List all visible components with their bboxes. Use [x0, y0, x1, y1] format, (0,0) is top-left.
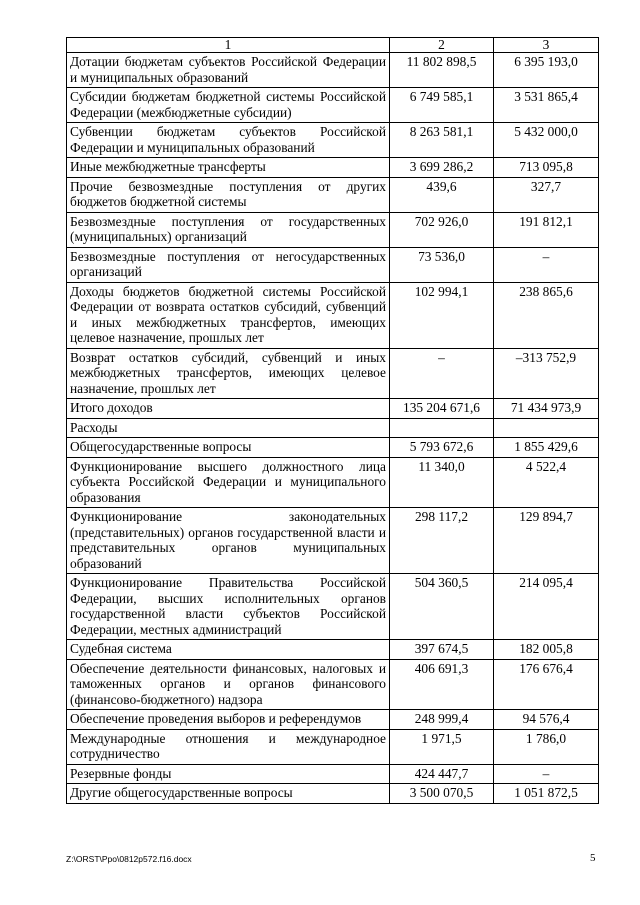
row-value-col3: 176 676,4: [494, 659, 599, 710]
row-value-col3: 4 522,4: [494, 457, 599, 508]
row-value-col2: 6 749 585,1: [390, 88, 494, 123]
row-label: Общегосударственные вопросы: [67, 438, 390, 458]
row-label: Резервные фонды: [67, 764, 390, 784]
table-row: [67, 729, 599, 764]
row-value-col2: 8 263 581,1: [390, 123, 494, 158]
row-label: Возврат остатков субсидий, субвенций и иных межбюджетных трансфертов, имеющих целевое назначение, прошлых лет: [67, 348, 390, 399]
row-value-col2: 11 802 898,5: [390, 53, 494, 88]
row-value-col2: 248 999,4: [390, 710, 494, 730]
row-value-col3: 238 865,6: [494, 282, 599, 348]
table-row: [67, 784, 599, 804]
row-value-col3: 129 894,7: [494, 508, 599, 574]
row-label: Функционирование Правительства Российской Федерации, высших исполнительных органов государственной власти субъектов Российской Федерации, местных администраций: [67, 574, 390, 640]
row-value-col3: 94 576,4: [494, 710, 599, 730]
row-label: Итого доходов: [67, 399, 390, 419]
row-value-col2: 73 536,0: [390, 247, 494, 282]
table-row-section: [67, 418, 599, 438]
row-label: Обеспечение проведения выборов и референдумов: [67, 710, 390, 730]
row-value-col3: –: [494, 764, 599, 784]
table-row: [67, 212, 599, 247]
table-row: [67, 508, 599, 574]
row-value-col3: 182 005,8: [494, 640, 599, 660]
header-cell-3: 3: [494, 38, 599, 53]
table-row: [67, 710, 599, 730]
row-label: Международные отношения и международное сотрудничество: [67, 729, 390, 764]
table-row: [67, 88, 599, 123]
table-row: [67, 640, 599, 660]
row-label: Обеспечение деятельности финансовых, налоговых и таможенных органов и органов финансового (финансово-бюджетного) надзора: [67, 659, 390, 710]
table-row: [67, 158, 599, 178]
footer-file-path: Z:\ORST\Ppo\0812p572.f16.docx: [66, 854, 192, 864]
row-value-col2: 5 793 672,6: [390, 438, 494, 458]
row-value-col2: 397 674,5: [390, 640, 494, 660]
row-value-col3: 327,7: [494, 177, 599, 212]
row-value-col3: 713 095,8: [494, 158, 599, 178]
row-value-col2: 3 699 286,2: [390, 158, 494, 178]
table-row: [67, 53, 599, 88]
row-value-col2: 406 691,3: [390, 659, 494, 710]
row-label: Прочие безвозмездные поступления от других бюджетов бюджетной системы: [67, 177, 390, 212]
row-value-col3: 1 855 429,6: [494, 438, 599, 458]
row-value-col2: 702 926,0: [390, 212, 494, 247]
row-label: Иные межбюджетные трансферты: [67, 158, 390, 178]
table-row: [67, 659, 599, 710]
row-label: Судебная система: [67, 640, 390, 660]
row-value-col3: 1 051 872,5: [494, 784, 599, 804]
row-value-col2: –: [390, 348, 494, 399]
table-row: [67, 438, 599, 458]
row-value-col2: 504 360,5: [390, 574, 494, 640]
table-row: [67, 574, 599, 640]
row-value-col2: [390, 418, 494, 438]
row-value-col3: 71 434 973,9: [494, 399, 599, 419]
row-value-col3: 3 531 865,4: [494, 88, 599, 123]
budget-table: [66, 37, 599, 804]
row-value-col3: –313 752,9: [494, 348, 599, 399]
row-label: Доходы бюджетов бюджетной системы Российской Федерации от возврата остатков субсидий, субвенций и иных межбюджетных трансфертов, имеющих целевое назначение, прошлых лет: [67, 282, 390, 348]
table-row: [67, 177, 599, 212]
row-label: Дотации бюджетам субъектов Российской Федерации и муниципальных образований: [67, 53, 390, 88]
row-value-col2: 11 340,0: [390, 457, 494, 508]
row-label: Функционирование законодательных (представительных) органов государственной власти и представительных органов муниципальных образований: [67, 508, 390, 574]
row-value-col2: 102 994,1: [390, 282, 494, 348]
table-row-total: [67, 399, 599, 419]
row-label: Субвенции бюджетам субъектов Российской Федерации и муниципальных образований: [67, 123, 390, 158]
row-label: Расходы: [67, 418, 390, 438]
header-cell-2: 2: [390, 38, 494, 53]
row-value-col3: [494, 418, 599, 438]
row-value-col3: –: [494, 247, 599, 282]
row-value-col3: 1 786,0: [494, 729, 599, 764]
row-label: Безвозмездные поступления от государственных (муниципальных) организаций: [67, 212, 390, 247]
row-value-col2: 439,6: [390, 177, 494, 212]
row-label: Субсидии бюджетам бюджетной системы Российской Федерации (межбюджетные субсидии): [67, 88, 390, 123]
table-row: [67, 123, 599, 158]
table-row: [67, 282, 599, 348]
row-value-col2: 3 500 070,5: [390, 784, 494, 804]
table-row: [67, 457, 599, 508]
row-value-col2: 424 447,7: [390, 764, 494, 784]
row-value-col3: 191 812,1: [494, 212, 599, 247]
row-value-col2: 135 204 671,6: [390, 399, 494, 419]
row-label: Другие общегосударственные вопросы: [67, 784, 390, 804]
header-cell-1: 1: [67, 38, 390, 53]
page-number: 5: [590, 852, 596, 864]
table-row: [67, 764, 599, 784]
row-value-col2: 298 117,2: [390, 508, 494, 574]
table-row: [67, 247, 599, 282]
row-label: Функционирование высшего должностного лица субъекта Российской Федерации и муниципального образования: [67, 457, 390, 508]
row-value-col3: 5 432 000,0: [494, 123, 599, 158]
table-row: [67, 348, 599, 399]
row-value-col3: 6 395 193,0: [494, 53, 599, 88]
row-label: Безвозмездные поступления от негосударственных организаций: [67, 247, 390, 282]
row-value-col2: 1 971,5: [390, 729, 494, 764]
table-header-row: [67, 38, 599, 53]
row-value-col3: 214 095,4: [494, 574, 599, 640]
